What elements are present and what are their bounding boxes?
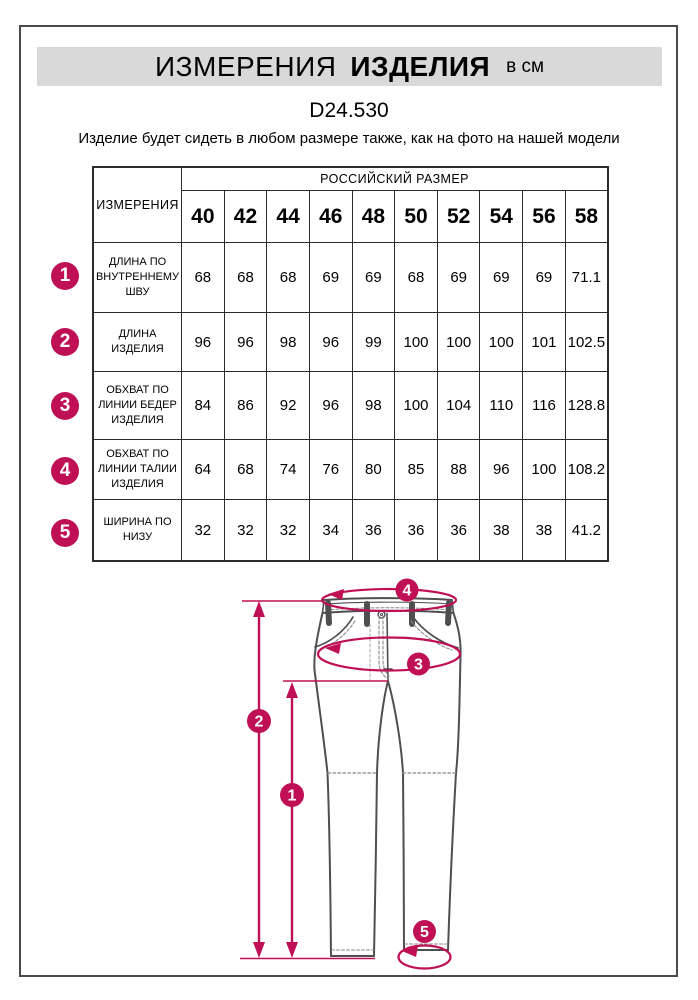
measurement-value: 98 bbox=[267, 313, 310, 372]
measurement-value: 32 bbox=[267, 500, 310, 562]
table-row bbox=[93, 313, 608, 372]
measurement-label: ШИРИНА ПО НИЗУ bbox=[93, 500, 182, 562]
measurement-value: 102.5 bbox=[565, 313, 608, 372]
title-bar bbox=[37, 47, 662, 86]
measurement-label: ОБХВАТ ПО ЛИНИИ БЕДЕР ИЗДЕЛИЯ bbox=[93, 372, 182, 440]
diagram-badge-2: 2 bbox=[254, 713, 264, 731]
measurement-value: 86 bbox=[224, 372, 267, 440]
row-number-badge: 1 bbox=[51, 262, 79, 290]
measurement-value: 68 bbox=[267, 243, 310, 313]
measurement-value: 34 bbox=[309, 500, 352, 562]
measurement-value: 38 bbox=[480, 500, 523, 562]
measurement-value: 96 bbox=[182, 313, 225, 372]
measurement-label: ДЛИНА ПО ВНУТРЕННЕМУ ШВУ bbox=[93, 243, 182, 313]
measurement-value: 96 bbox=[309, 372, 352, 440]
measurement-value: 32 bbox=[182, 500, 225, 562]
size-column-header: 52 bbox=[437, 191, 480, 243]
pants-measurement-diagram bbox=[0, 565, 698, 977]
measurement-value: 96 bbox=[309, 313, 352, 372]
page-title: ИЗМЕРЕНИЯ bbox=[154, 50, 337, 82]
measurement-value: 96 bbox=[224, 313, 267, 372]
table-row bbox=[93, 440, 608, 500]
measurement-value: 68 bbox=[182, 243, 225, 313]
measurement-value: 101 bbox=[523, 313, 566, 372]
size-column-header: 48 bbox=[352, 191, 395, 243]
measurements-table bbox=[92, 166, 609, 562]
measurement-value: 100 bbox=[437, 313, 480, 372]
measurement-value: 69 bbox=[309, 243, 352, 313]
table-row bbox=[93, 372, 608, 440]
measurement-value: 32 bbox=[224, 500, 267, 562]
measurement-value: 85 bbox=[395, 440, 438, 500]
measurement-value: 108.2 bbox=[565, 440, 608, 500]
measurement-value: 68 bbox=[224, 243, 267, 313]
size-column-header: 58 bbox=[565, 191, 608, 243]
fit-note: Изделие будет сидеть в любом размере также, как на фото на нашей модели bbox=[78, 130, 620, 147]
diagram-badge-1: 1 bbox=[287, 787, 297, 805]
measurement-value: 96 bbox=[480, 440, 523, 500]
size-column-header: 40 bbox=[182, 191, 225, 243]
row-number-badge: 2 bbox=[51, 328, 79, 356]
table-row bbox=[93, 500, 608, 562]
measurement-value: 128.8 bbox=[565, 372, 608, 440]
size-column-header: 56 bbox=[523, 191, 566, 243]
measurement-value: 38 bbox=[523, 500, 566, 562]
measurement-value: 88 bbox=[437, 440, 480, 500]
size-column-header: 44 bbox=[267, 191, 310, 243]
row-number-badge: 4 bbox=[51, 457, 79, 485]
measurement-value: 69 bbox=[523, 243, 566, 313]
measurement-value: 69 bbox=[352, 243, 395, 313]
measurement-value: 100 bbox=[523, 440, 566, 500]
measurement-value: 36 bbox=[395, 500, 438, 562]
measurement-value: 116 bbox=[523, 372, 566, 440]
measurement-value: 68 bbox=[224, 440, 267, 500]
size-group-header: РОССИЙСКИЙ РАЗМЕР bbox=[182, 167, 609, 191]
measurement-value: 100 bbox=[395, 313, 438, 372]
measurements-table-wrap bbox=[92, 166, 609, 562]
size-column-header: 54 bbox=[480, 191, 523, 243]
diagram-badge-5: 5 bbox=[420, 924, 429, 941]
measurement-value: 99 bbox=[352, 313, 395, 372]
title-units: в см bbox=[506, 55, 545, 77]
measurement-value: 36 bbox=[352, 500, 395, 562]
diagram-badge-3: 3 bbox=[414, 656, 423, 674]
measurement-value: 76 bbox=[309, 440, 352, 500]
measurement-value: 84 bbox=[182, 372, 225, 440]
measurement-value: 41.2 bbox=[565, 500, 608, 562]
measurement-label: ДЛИНА ИЗДЕЛИЯ bbox=[93, 313, 182, 372]
product-code: D24.530 bbox=[309, 99, 389, 122]
measurement-value: 80 bbox=[352, 440, 395, 500]
measurement-value: 69 bbox=[480, 243, 523, 313]
size-column-header: 46 bbox=[309, 191, 352, 243]
measurements-header: ИЗМЕРЕНИЯ bbox=[93, 167, 182, 243]
table-row bbox=[93, 243, 608, 313]
page-title-emphasis: ИЗДЕЛИЯ bbox=[350, 50, 491, 82]
measurement-value: 104 bbox=[437, 372, 480, 440]
size-column-header: 42 bbox=[224, 191, 267, 243]
row-number-badge: 5 bbox=[51, 519, 79, 547]
measurement-label: ОБХВАТ ПО ЛИНИИ ТАЛИИ ИЗДЕЛИЯ bbox=[93, 440, 182, 500]
measurement-annotations bbox=[240, 589, 460, 969]
measurement-value: 92 bbox=[267, 372, 310, 440]
measurement-value: 64 bbox=[182, 440, 225, 500]
size-column-header: 50 bbox=[395, 191, 438, 243]
measurement-value: 69 bbox=[437, 243, 480, 313]
row-number-badge: 3 bbox=[51, 392, 79, 420]
diagram-badge-4: 4 bbox=[402, 582, 412, 600]
measurement-value: 110 bbox=[480, 372, 523, 440]
measurement-value: 100 bbox=[395, 372, 438, 440]
measurement-value: 98 bbox=[352, 372, 395, 440]
diagram-number-badges bbox=[247, 579, 436, 944]
measurement-value: 74 bbox=[267, 440, 310, 500]
measurement-value: 68 bbox=[395, 243, 438, 313]
measurement-value: 71.1 bbox=[565, 243, 608, 313]
measurement-value: 36 bbox=[437, 500, 480, 562]
measurement-value: 100 bbox=[480, 313, 523, 372]
